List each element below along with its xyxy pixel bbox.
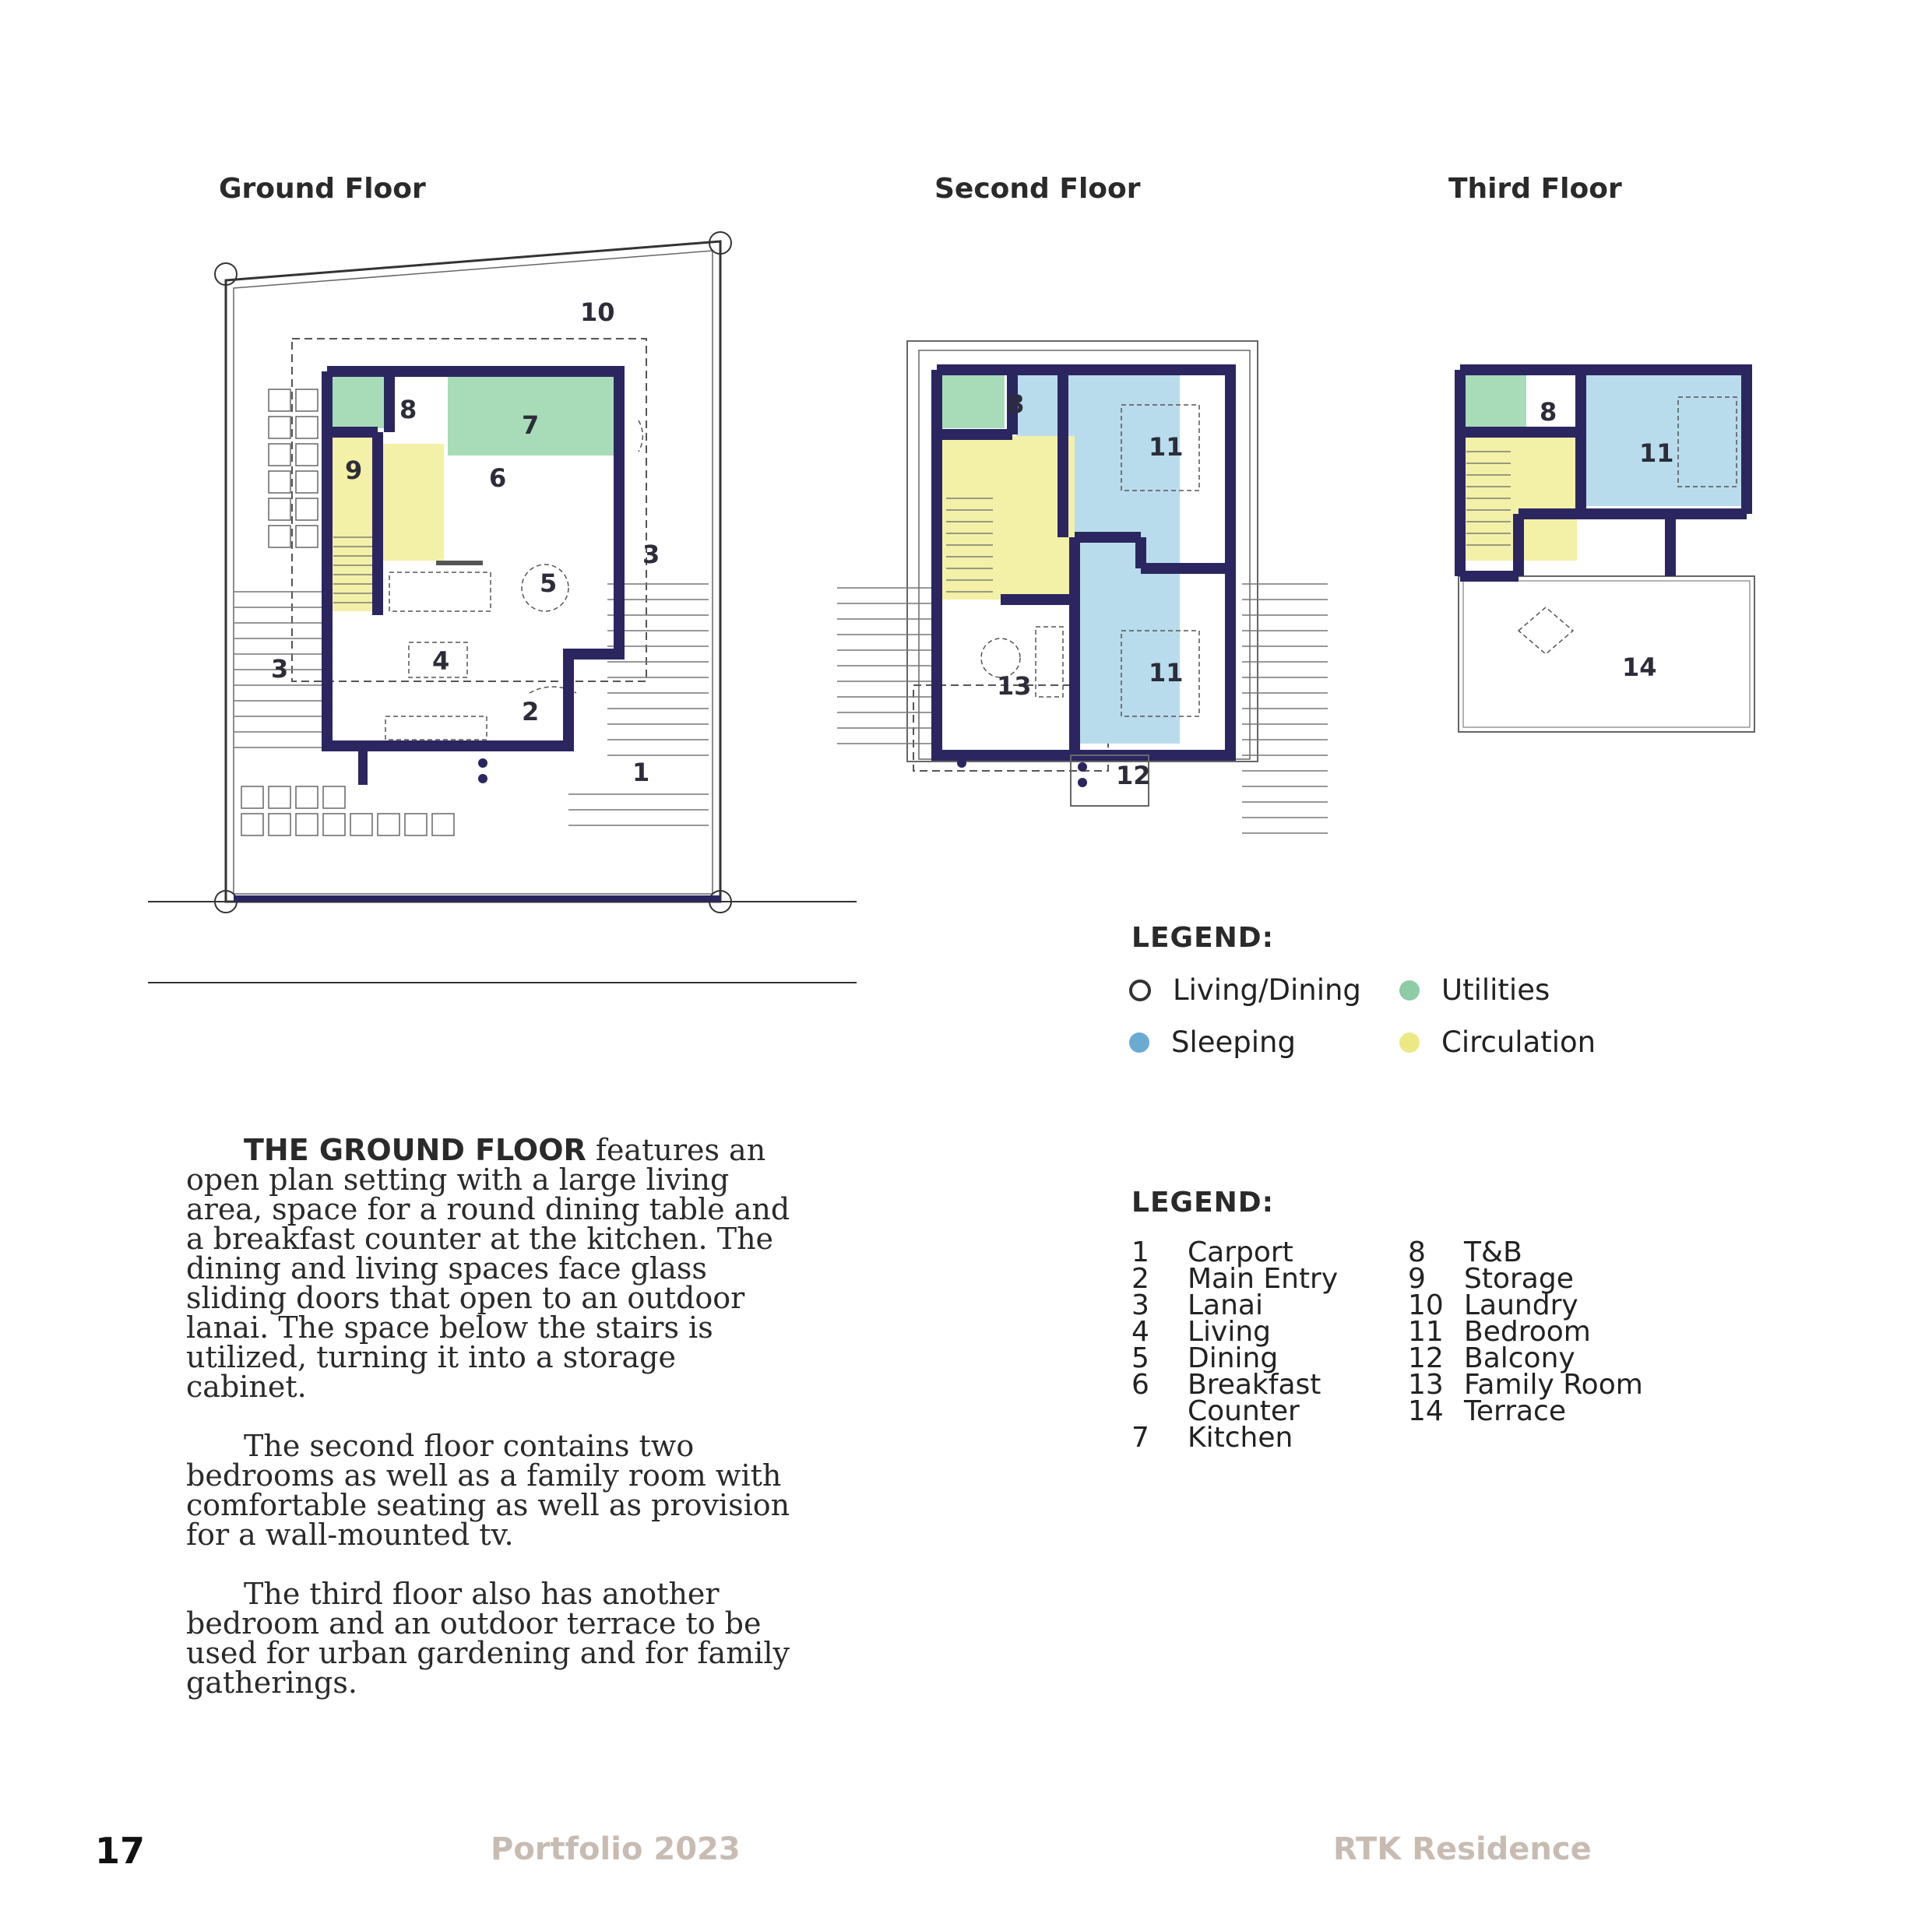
- room-key-row: 4 Living: [1131, 1316, 1272, 1348]
- zone-legend-circulation: [1399, 1025, 1596, 1059]
- zone-label-circulation: Circulation: [1441, 1025, 1596, 1059]
- svg-text:8: 8: [1007, 389, 1025, 419]
- footer-project: RTK Residence: [1333, 1831, 1592, 1867]
- description-p1-text: features an open plan setting with a large living area, space for a round dining table and a breakfast counter at the kitchen. The dining and living spaces face glass sliding doors that open to an outdoor lanai. The space below the stairs is utilized, turning it into a storage cabinet.: [186, 1133, 790, 1404]
- description-paragraph-2: The second floor contains two bedrooms as well as a family room with comfortable seating as well as provision for a wall-mounted tv.: [186, 1429, 790, 1552]
- svg-text:6: 6: [489, 463, 507, 493]
- zone-legend-sleeping: [1129, 1025, 1296, 1059]
- zone-legend-utilities: [1399, 973, 1550, 1007]
- room-key-row: 5 Dining: [1131, 1342, 1279, 1374]
- room-key-row: 7 Kitchen: [1131, 1422, 1293, 1454]
- svg-text:1: 1: [632, 758, 650, 787]
- second-floor-title: Second Floor: [934, 173, 1141, 205]
- description: [186, 1135, 801, 1727]
- description-paragraph-1: [186, 1135, 801, 1402]
- room-key-row: 14 Terrace: [1408, 1395, 1566, 1427]
- svg-text:12: 12: [1116, 761, 1151, 790]
- zone-label-living: Living/Dining: [1173, 973, 1361, 1007]
- svg-text:14: 14: [1622, 652, 1657, 682]
- living-dining-dot: [1129, 980, 1151, 1001]
- sleeping-dot: [1129, 1032, 1149, 1053]
- svg-text:11: 11: [1149, 432, 1184, 462]
- second-floor-plan: [837, 335, 1336, 880]
- svg-text:8: 8: [399, 395, 417, 424]
- svg-text:11: 11: [1639, 438, 1674, 468]
- zone-label-sleeping: Sleeping: [1171, 1025, 1296, 1059]
- room-key-row: 3 Lanai: [1131, 1289, 1263, 1321]
- third-floor-title: Third Floor: [1448, 173, 1622, 205]
- room-key-row: 9 Storage: [1408, 1263, 1574, 1295]
- svg-text:4: 4: [432, 646, 450, 676]
- ground-floor-title: Ground Floor: [219, 173, 426, 205]
- room-key-row: 13 Family Room: [1408, 1369, 1643, 1401]
- room-key-row: 8 T&B: [1408, 1236, 1522, 1268]
- zone-label-utilities: Utilities: [1441, 973, 1550, 1007]
- svg-text:2: 2: [522, 697, 540, 726]
- footer-portfolio: Portfolio 2023: [491, 1831, 741, 1867]
- svg-text:9: 9: [345, 455, 363, 485]
- svg-text:13: 13: [997, 671, 1032, 701]
- svg-text:3: 3: [642, 540, 660, 569]
- zone-legend-living: [1129, 973, 1361, 1007]
- room-key-row: 11 Bedroom: [1408, 1316, 1591, 1348]
- third-floor-plan: [1452, 366, 1764, 771]
- room-key-row: 10 Laundry: [1408, 1289, 1578, 1321]
- ground-room-label: 10: [580, 297, 615, 327]
- svg-text:3: 3: [271, 654, 289, 684]
- svg-text:7: 7: [522, 410, 540, 440]
- room-legend-col1: [1131, 1236, 1339, 1454]
- room-legend-col2: [1408, 1236, 1643, 1427]
- room-key-row: 1 Carport: [1131, 1236, 1293, 1268]
- page-number: 17: [95, 1830, 146, 1872]
- description-bold-lead: THE GROUND FLOOR: [244, 1133, 586, 1167]
- svg-text:5: 5: [540, 568, 558, 598]
- svg-text:11: 11: [1149, 658, 1184, 688]
- zone-legend-heading: LEGEND:: [1131, 922, 1275, 954]
- svg-text:8: 8: [1540, 397, 1557, 427]
- ground-floor-plan: [140, 226, 864, 997]
- description-paragraph-3: The third floor also has another bedroom and an outdoor terrace to be used for urban gardening and for family gatherings.: [186, 1577, 790, 1700]
- room-key-row: 6 Breakfast: [1131, 1369, 1321, 1401]
- room-key-row: 12 Balcony: [1408, 1342, 1575, 1374]
- circulation-dot: [1399, 1032, 1420, 1053]
- room-legend-heading: LEGEND:: [1131, 1187, 1275, 1219]
- utilities-dot: [1399, 980, 1420, 1001]
- room-key-row: 2 Main Entry: [1131, 1263, 1339, 1295]
- room-key-row: Counter: [1188, 1395, 1300, 1427]
